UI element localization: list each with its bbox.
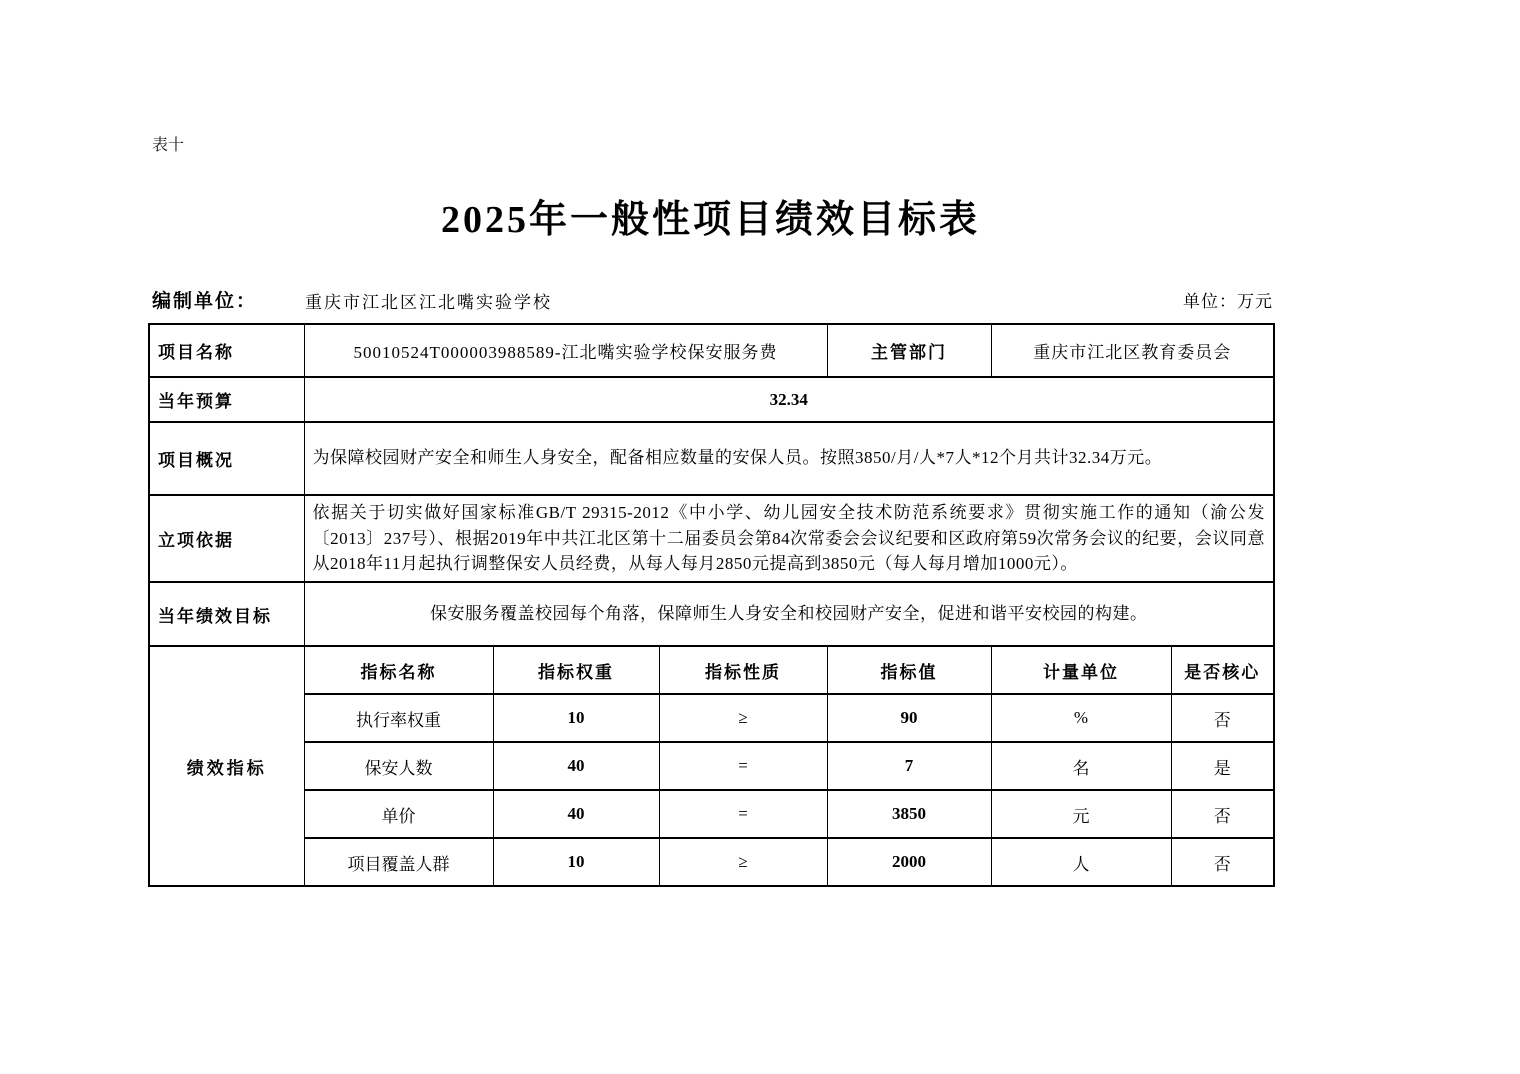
indicator-unit: 人 [991, 838, 1171, 886]
indicator-core: 是 [1171, 742, 1274, 790]
overview-label: 项目概况 [149, 422, 304, 495]
target-value: 保安服务覆盖校园每个角落，保障师生人身安全和校园财产安全，促进和谐平安校园的构建。 [304, 582, 1274, 646]
basis-label: 立项依据 [149, 495, 304, 582]
indicator-row [149, 790, 1274, 838]
indicator-col-name: 指标名称 [304, 646, 493, 694]
unit-label: 单位：万元 [1183, 292, 1273, 311]
indicators-label: 绩效指标 [149, 646, 304, 886]
indicator-value: 7 [827, 742, 991, 790]
table-number-label: 表十 [152, 137, 185, 154]
dept-label: 主管部门 [827, 324, 991, 377]
indicator-nature: ≥ [659, 694, 827, 742]
budget-value: 32.34 [304, 377, 1274, 422]
indicator-row [149, 742, 1274, 790]
indicator-name: 执行率权重 [304, 694, 493, 742]
dept-value: 重庆市江北区教育委员会 [991, 324, 1274, 377]
indicator-nature: = [659, 790, 827, 838]
indicator-core: 否 [1171, 694, 1274, 742]
indicator-col-core: 是否核心 [1171, 646, 1274, 694]
indicator-col-nature: 指标性质 [659, 646, 827, 694]
indicator-row [149, 694, 1274, 742]
indicator-nature: = [659, 742, 827, 790]
target-label: 当年绩效目标 [149, 582, 304, 646]
basis-value: 依据关于切实做好国家标准GB/T 29315-2012《中小学、幼儿园安全技术防范系统要求》贯彻实施工作的通知（渝公发〔2013〕237号）、根据2019年中共江北区第十二届委员会第84次常委会会议纪要和区政府第59次常务会议的纪要，会议同意从2018年11月起执行调整保安人员经费，从每人每月2850元提高到3850元（每人每月增加1000元）。 [304, 495, 1274, 582]
prepared-by [152, 286, 552, 313]
indicator-value: 3850 [827, 790, 991, 838]
indicator-name: 保安人数 [304, 742, 493, 790]
meta-row [152, 286, 1273, 313]
indicator-nature: ≥ [659, 838, 827, 886]
indicator-core: 否 [1171, 838, 1274, 886]
indicator-col-unit: 计量单位 [991, 646, 1171, 694]
basis-row [149, 495, 1274, 582]
overview-value: 为保障校园财产安全和师生人身安全，配备相应数量的安保人员。按照3850/月/人*7人*12个月共计32.34万元。 [304, 422, 1274, 495]
performance-target-table [148, 323, 1275, 887]
indicator-col-value: 指标值 [827, 646, 991, 694]
project-name-label: 项目名称 [149, 324, 304, 377]
indicator-unit: 元 [991, 790, 1171, 838]
indicator-unit: 名 [991, 742, 1171, 790]
budget-row [149, 377, 1274, 422]
overview-row [149, 422, 1274, 495]
indicator-weight: 10 [493, 694, 659, 742]
project-name-value: 50010524T000003988589-江北嘴实验学校保安服务费 [304, 324, 827, 377]
project-name-row [149, 324, 1274, 377]
prepared-by-value: 重庆市江北区江北嘴实验学校 [305, 293, 553, 312]
target-row [149, 582, 1274, 646]
indicator-weight: 10 [493, 838, 659, 886]
indicator-unit: % [991, 694, 1171, 742]
indicator-col-weight: 指标权重 [493, 646, 659, 694]
indicator-core: 否 [1171, 790, 1274, 838]
page-title: 2025年一般性项目绩效目标表 [440, 199, 980, 241]
indicator-name: 项目覆盖人群 [304, 838, 493, 886]
prepared-by-label: 编制单位： [152, 291, 258, 312]
indicator-value: 2000 [827, 838, 991, 886]
indicator-value: 90 [827, 694, 991, 742]
budget-label: 当年预算 [149, 377, 304, 422]
indicator-name: 单价 [304, 790, 493, 838]
indicator-weight: 40 [493, 742, 659, 790]
indicator-weight: 40 [493, 790, 659, 838]
indicator-header-row [149, 646, 1274, 694]
indicator-row [149, 838, 1274, 886]
